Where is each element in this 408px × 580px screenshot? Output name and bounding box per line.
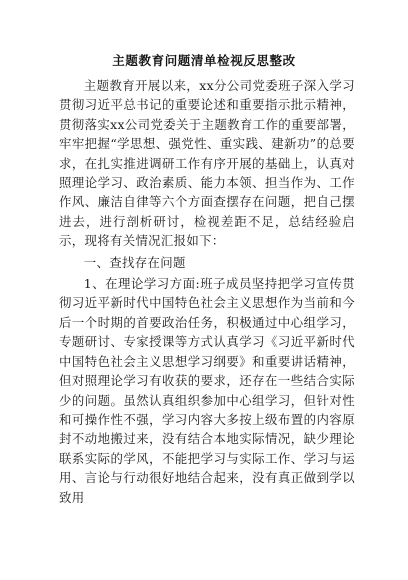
document-body	[59, 76, 355, 507]
section-heading: 一、查找存在问题	[83, 254, 186, 270]
document-title: 主题教育问题清单检视反思整改	[112, 53, 296, 68]
intro-paragraph: 主题教育开展以来，xx分公司党委班子深入学习贯彻习近平总书记的重要论述和重要指示批示精神，贯彻落实xx公司党委关于主题教育工作的重要部署，牢牢把握“学思想、强党性、重实践、建新功”的总要求，在扎实推进调研工作有序开展的基础上，认真对照理论学习、政治素质、能力本领、担当作为、工作作风、廉洁自律等六个方面查摆存在问题，把自己摆进去，进行剖析研讨，检视差距不足，总结经验启示，现将有关情况汇报如下：	[59, 78, 355, 249]
theory-study-paragraph: 1、在理论学习方面:班子成员坚持把学习宣传贯彻习近平新时代中国特色社会主义思想作为当前和今后一个时期的首要政治任务，积极通过中心组学习，专题研讨、专家授课等方式认真学习《习近平新时代中国特色社会主义思想学习纲要》和重要讲话精神，但对照理论学习有收获的要求，还存在一些结合实际少的问题。虽然认真组织参加中心组学习，但针对性和可操作性不强，学习内容大多按上级布置的内容原封不动地搬过来，没有结合本地实际情况，缺少理论联系实际的学风，不能把学习与实际工作、学习与运用、言论与行动很好地结合起来，没有真正做到学以致用	[59, 276, 355, 505]
